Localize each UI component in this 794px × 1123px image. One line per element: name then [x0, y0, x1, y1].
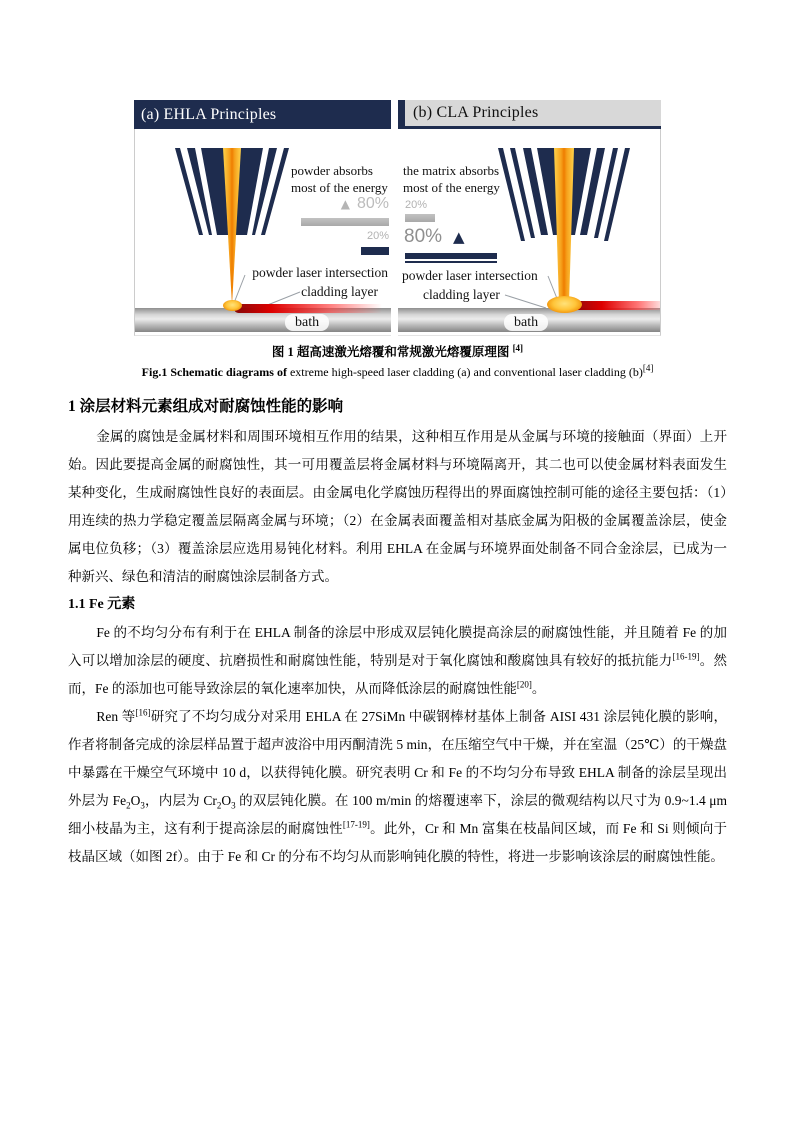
melt-pool-b	[547, 296, 582, 313]
triangle-up-icon: ▲	[453, 228, 465, 246]
bath-label-b: bath	[504, 314, 548, 331]
figure-panel-cla	[398, 100, 661, 336]
panel-a-canvas	[134, 129, 391, 336]
section-1-1-heading: 1.1 Fe 元素	[68, 597, 136, 612]
figure-caption-en-ref: [4]	[642, 363, 654, 373]
cladding-track-a	[234, 304, 382, 313]
figure-caption-cn	[68, 342, 727, 362]
absorb-note-b-line2: most of the energy	[403, 180, 500, 195]
melt-pool-a	[223, 300, 242, 311]
pct-powder-a	[341, 195, 389, 213]
figure-caption-en-text: extreme high-speed laser cladding (a) and conventional laser cladding (b)	[289, 365, 643, 379]
leader-cladding	[505, 295, 546, 308]
energy-bar-bath-b	[405, 253, 497, 263]
pct-bath-a: 20%	[366, 230, 389, 242]
figure-panel-ehla	[134, 100, 391, 336]
pct-bath-b	[404, 226, 465, 248]
intersection-label-b: powder laser intersection	[402, 268, 538, 283]
panel-b-title: (b) CLA Principles	[413, 104, 539, 121]
figure-caption-en	[68, 363, 727, 382]
absorb-note-b	[403, 162, 500, 196]
figure-caption-en-lead: Fig.1 Schematic diagrams of	[141, 365, 290, 379]
panel-b-title-bar	[398, 100, 661, 129]
laser-beam	[554, 148, 574, 303]
section-1-heading: 1 涂层材料元素组成对耐腐蚀性能的影响	[68, 398, 344, 415]
energy-bar-bath-a	[361, 247, 389, 255]
paragraph-3: Ren 等[16]研究了不均匀成分对采用 EHLA 在 27SiMn 中碳钢棒材基体上制备 AISI 431 涂层钝化膜的影响，作者将制备完成的涂层样品置于超声波浴中用丙酮清洗 5 min，在压缩空气中干燥，并在室温（25℃）的干燥盘中暴露在干燥空气环境中 10 d，以获得钝化膜。研究表明 Cr 和 Fe 的不均匀分布导致 EHLA 制备的涂层呈现出外层为 $Fe_2O_3$，内层为 $Cr_2O_3$ 的双层钝化膜。在 100 m/min 的熔覆速率下，涂层的微观结构以尺寸为 0.9~1.4 μm 细小枝晶为主，这有利于提高涂层的耐腐蚀性[17-19]。此外，Cr 和 Mn 富集在枝晶间区域，而 Fe 和 Si 则倾向于枝晶区域（如图 2f）。由于 Fe 和 Cr 的分布不均匀从而影响钝化膜的特性，将进一步影响该涂层的耐腐蚀性能。	[68, 707, 728, 864]
figure-caption-cn-text: 图 1 超高速激光熔覆和常规激光熔覆原理图	[271, 345, 513, 359]
absorb-note-a-line2: most of the energy	[291, 180, 388, 195]
paragraph-1: 金属的腐蚀是金属材料和周围环境相互作用的结果，这种相互作用是从金属与环境的接触面（界面）上开始。因此要提高金属的耐腐蚀性，其一可用覆盖层将金属材料与环境隔离开，其二也可以使金属材料表面发生某种变化，生成耐腐蚀性良好的表面层。由金属电化学腐蚀历程得出的界面腐蚀控制可能的途径主要包括：（1）用连续的热力学稳定覆盖层隔离金属与环境；（2）在金属表面覆盖相对基底金属为阳极的金属覆盖涂层，使金属电位负移；（3）覆盖涂层应选用易钝化材料。利用 EHLA 在金属与环境界面处制备不同合金涂层，已成为一种新兴、绿色和清洁的耐腐蚀涂层制备方式。	[68, 429, 727, 584]
cladding-label-b: cladding layer	[423, 287, 500, 302]
intersection-label-a: powder laser intersection	[252, 265, 388, 280]
triangle-up-icon: ▲	[340, 197, 350, 211]
leader-intersection	[234, 275, 245, 303]
panel-b-canvas	[398, 129, 661, 336]
pct-bath-b-value: 80%	[404, 226, 443, 247]
energy-bar-powder-a	[301, 218, 389, 226]
absorb-note-a-line1: powder absorbs	[291, 163, 373, 178]
panel-b-accent-block	[398, 100, 405, 126]
panel-a-title: (a) EHLA Principles	[134, 100, 391, 129]
pct-powder-b: 20%	[405, 199, 428, 211]
pct-powder-a-value: 80%	[356, 195, 389, 212]
figure-1	[134, 100, 661, 336]
absorb-note-b-line1: the matrix absorbs	[403, 163, 500, 178]
powder-stream-right-outer	[604, 148, 630, 241]
cladding-label-a: cladding layer	[301, 284, 378, 299]
paragraph-2: Fe 的不均匀分布有利于在 EHLA 制备的涂层中形成双层钝化膜提高涂层的耐腐蚀性能，并且随着 Fe 的加入可以增加涂层的硬度、抗磨损性和耐腐蚀性能，特别是对于氧化腐蚀和酸腐蚀具有较好的抵抗能力[16-19]。然而，Fe 的添加也可能导致涂层的氧化速率加快，从而降低涂层的耐腐蚀性能[20]。	[68, 625, 728, 696]
cladding-track-b	[570, 301, 661, 310]
bath-label-a: bath	[285, 314, 329, 331]
absorb-note-a	[291, 162, 388, 196]
energy-bar-powder-b	[405, 214, 435, 222]
figure-caption-cn-ref: [4]	[512, 342, 524, 353]
